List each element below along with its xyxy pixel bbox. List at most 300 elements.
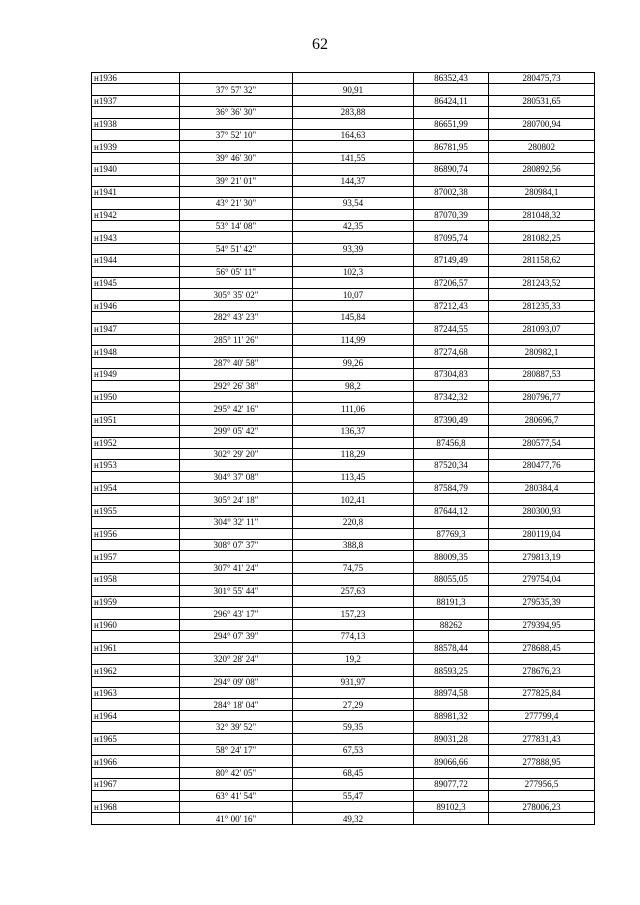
distance-cell: 141,55: [293, 152, 414, 163]
empty-cell: [293, 414, 414, 425]
empty-cell: [293, 232, 414, 243]
x-coordinate-cell: 87212,43: [414, 300, 489, 311]
x-coordinate-cell: 87070,39: [414, 209, 489, 220]
empty-cell: [293, 688, 414, 699]
distance-cell: 113,45: [293, 471, 414, 482]
direction-angle-cell: 282° 43' 23": [180, 312, 293, 323]
direction-angle-cell: 36° 36' 30": [180, 107, 293, 118]
x-coordinate-cell: 88593,25: [414, 665, 489, 676]
x-coordinate-cell: 88981,32: [414, 710, 489, 721]
y-coordinate-cell: 278688,45: [489, 642, 595, 653]
point-row: [92, 619, 595, 630]
segment-row: [92, 380, 595, 391]
empty-cell: [414, 312, 489, 323]
point-row: [92, 118, 595, 129]
point-name-cell: н1946: [92, 300, 180, 311]
x-coordinate-cell: 88262: [414, 619, 489, 630]
direction-angle-cell: 308° 07' 37": [180, 540, 293, 551]
empty-cell: [180, 164, 293, 175]
x-coordinate-cell: 86424,11: [414, 95, 489, 106]
point-name-cell: н1959: [92, 596, 180, 607]
empty-cell: [180, 596, 293, 607]
empty-cell: [489, 653, 595, 664]
x-coordinate-cell: 89077,72: [414, 779, 489, 790]
segment-row: [92, 334, 595, 345]
point-row: [92, 802, 595, 813]
empty-cell: [92, 562, 180, 573]
empty-cell: [414, 380, 489, 391]
direction-angle-cell: 53° 14' 08": [180, 221, 293, 232]
empty-cell: [489, 129, 595, 140]
point-row: [92, 688, 595, 699]
x-coordinate-cell: 89031,28: [414, 733, 489, 744]
empty-cell: [180, 300, 293, 311]
point-row: [92, 642, 595, 653]
point-row: [92, 665, 595, 676]
empty-cell: [489, 312, 595, 323]
empty-cell: [180, 278, 293, 289]
x-coordinate-cell: 87002,38: [414, 186, 489, 197]
empty-cell: [92, 608, 180, 619]
segment-row: [92, 448, 595, 459]
empty-cell: [489, 562, 595, 573]
empty-cell: [489, 608, 595, 619]
x-coordinate-cell: 87456,8: [414, 437, 489, 448]
empty-cell: [92, 517, 180, 528]
direction-angle-cell: 295° 42' 16": [180, 403, 293, 414]
x-coordinate-cell: 87584,79: [414, 483, 489, 494]
distance-cell: 19,2: [293, 653, 414, 664]
direction-angle-cell: 56° 05' 11": [180, 266, 293, 277]
x-coordinate-cell: 87644,12: [414, 505, 489, 516]
segment-row: [92, 471, 595, 482]
empty-cell: [92, 312, 180, 323]
empty-cell: [414, 198, 489, 209]
point-name-cell: н1961: [92, 642, 180, 653]
empty-cell: [92, 403, 180, 414]
direction-angle-cell: 304° 37' 08": [180, 471, 293, 482]
empty-cell: [414, 221, 489, 232]
empty-cell: [180, 95, 293, 106]
y-coordinate-cell: 281158,62: [489, 255, 595, 266]
segment-row: [92, 562, 595, 573]
direction-angle-cell: 320° 28' 24": [180, 653, 293, 664]
segment-row: [92, 221, 595, 232]
segment-row: [92, 289, 595, 300]
empty-cell: [489, 84, 595, 95]
empty-cell: [489, 631, 595, 642]
empty-cell: [293, 596, 414, 607]
point-name-cell: н1949: [92, 369, 180, 380]
x-coordinate-cell: 86781,95: [414, 141, 489, 152]
point-name-cell: н1956: [92, 528, 180, 539]
empty-cell: [92, 745, 180, 756]
y-coordinate-cell: 280892,56: [489, 164, 595, 175]
segment-row: [92, 540, 595, 551]
empty-cell: [293, 255, 414, 266]
point-name-cell: н1955: [92, 505, 180, 516]
point-row: [92, 255, 595, 266]
distance-cell: 102,3: [293, 266, 414, 277]
empty-cell: [180, 779, 293, 790]
point-row: [92, 391, 595, 402]
empty-cell: [414, 471, 489, 482]
x-coordinate-cell: 87520,34: [414, 460, 489, 471]
empty-cell: [293, 619, 414, 630]
empty-cell: [92, 722, 180, 733]
empty-cell: [180, 186, 293, 197]
direction-angle-cell: 305° 24' 18": [180, 494, 293, 505]
empty-cell: [489, 175, 595, 186]
empty-cell: [414, 699, 489, 710]
x-coordinate-cell: 86890,74: [414, 164, 489, 175]
y-coordinate-cell: 280475,73: [489, 73, 595, 84]
y-coordinate-cell: 277825,84: [489, 688, 595, 699]
empty-cell: [180, 551, 293, 562]
empty-cell: [414, 745, 489, 756]
distance-cell: 55,47: [293, 790, 414, 801]
empty-cell: [180, 505, 293, 516]
empty-cell: [414, 585, 489, 596]
segment-row: [92, 84, 595, 95]
empty-cell: [489, 585, 595, 596]
segment-row: [92, 813, 595, 824]
empty-cell: [293, 528, 414, 539]
empty-cell: [293, 779, 414, 790]
x-coordinate-cell: 88009,35: [414, 551, 489, 562]
point-name-cell: н1957: [92, 551, 180, 562]
x-coordinate-cell: 87095,74: [414, 232, 489, 243]
point-row: [92, 551, 595, 562]
point-name-cell: н1967: [92, 779, 180, 790]
x-coordinate-cell: 87304,83: [414, 369, 489, 380]
point-row: [92, 346, 595, 357]
empty-cell: [293, 665, 414, 676]
empty-cell: [489, 813, 595, 824]
empty-cell: [414, 448, 489, 459]
empty-cell: [92, 380, 180, 391]
empty-cell: [92, 357, 180, 368]
empty-cell: [180, 255, 293, 266]
table-body: [92, 73, 595, 825]
point-name-cell: н1950: [92, 391, 180, 402]
y-coordinate-cell: 281235,33: [489, 300, 595, 311]
distance-cell: 931,97: [293, 676, 414, 687]
empty-cell: [92, 84, 180, 95]
distance-cell: 68,45: [293, 767, 414, 778]
empty-cell: [293, 369, 414, 380]
empty-cell: [293, 73, 414, 84]
empty-cell: [92, 585, 180, 596]
empty-cell: [180, 369, 293, 380]
y-coordinate-cell: 277831,43: [489, 733, 595, 744]
empty-cell: [414, 517, 489, 528]
y-coordinate-cell: 278006,23: [489, 802, 595, 813]
empty-cell: [489, 767, 595, 778]
point-name-cell: н1958: [92, 574, 180, 585]
y-coordinate-cell: 280984,1: [489, 186, 595, 197]
direction-angle-cell: 292° 26' 38": [180, 380, 293, 391]
direction-angle-cell: 307° 41' 24": [180, 562, 293, 573]
empty-cell: [92, 699, 180, 710]
point-row: [92, 209, 595, 220]
empty-cell: [180, 665, 293, 676]
distance-cell: 74,75: [293, 562, 414, 573]
empty-cell: [489, 198, 595, 209]
empty-cell: [180, 414, 293, 425]
segment-row: [92, 494, 595, 505]
segment-row: [92, 357, 595, 368]
empty-cell: [293, 95, 414, 106]
x-coordinate-cell: 89102,3: [414, 802, 489, 813]
distance-cell: 67,53: [293, 745, 414, 756]
empty-cell: [293, 551, 414, 562]
distance-cell: 283,88: [293, 107, 414, 118]
empty-cell: [92, 676, 180, 687]
distance-cell: 10,07: [293, 289, 414, 300]
empty-cell: [414, 653, 489, 664]
empty-cell: [489, 221, 595, 232]
direction-angle-cell: 54° 51' 42": [180, 243, 293, 254]
segment-row: [92, 426, 595, 437]
y-coordinate-cell: 280577,54: [489, 437, 595, 448]
segment-row: [92, 175, 595, 186]
point-name-cell: н1953: [92, 460, 180, 471]
segment-row: [92, 585, 595, 596]
direction-angle-cell: 294° 09' 08": [180, 676, 293, 687]
segment-row: [92, 312, 595, 323]
distance-cell: 136,37: [293, 426, 414, 437]
x-coordinate-cell: 89066,66: [414, 756, 489, 767]
point-name-cell: н1938: [92, 118, 180, 129]
point-row: [92, 596, 595, 607]
x-coordinate-cell: 86651,99: [414, 118, 489, 129]
y-coordinate-cell: 280982,1: [489, 346, 595, 357]
empty-cell: [489, 745, 595, 756]
distance-cell: 99,26: [293, 357, 414, 368]
direction-angle-cell: 63° 41' 54": [180, 790, 293, 801]
x-coordinate-cell: 87390,49: [414, 414, 489, 425]
empty-cell: [92, 221, 180, 232]
empty-cell: [180, 391, 293, 402]
distance-cell: 49,32: [293, 813, 414, 824]
empty-cell: [414, 631, 489, 642]
direction-angle-cell: 296° 43' 17": [180, 608, 293, 619]
point-name-cell: н1942: [92, 209, 180, 220]
point-row: [92, 528, 595, 539]
empty-cell: [180, 574, 293, 585]
direction-angle-cell: 39° 21' 01": [180, 175, 293, 186]
empty-cell: [293, 437, 414, 448]
segment-row: [92, 745, 595, 756]
empty-cell: [489, 676, 595, 687]
empty-cell: [489, 107, 595, 118]
y-coordinate-cell: 280696,7: [489, 414, 595, 425]
point-name-cell: н1936: [92, 73, 180, 84]
empty-cell: [489, 152, 595, 163]
distance-cell: 27,29: [293, 699, 414, 710]
empty-cell: [414, 129, 489, 140]
empty-cell: [489, 517, 595, 528]
segment-row: [92, 767, 595, 778]
direction-angle-cell: 287° 40' 58": [180, 357, 293, 368]
coordinates-table: [91, 72, 595, 825]
empty-cell: [180, 528, 293, 539]
empty-cell: [414, 676, 489, 687]
empty-cell: [293, 323, 414, 334]
empty-cell: [92, 653, 180, 664]
empty-cell: [180, 688, 293, 699]
y-coordinate-cell: 280477,76: [489, 460, 595, 471]
distance-cell: 220,8: [293, 517, 414, 528]
y-coordinate-cell: 280300,93: [489, 505, 595, 516]
empty-cell: [489, 722, 595, 733]
empty-cell: [180, 323, 293, 334]
empty-cell: [414, 722, 489, 733]
segment-row: [92, 198, 595, 209]
empty-cell: [489, 334, 595, 345]
empty-cell: [92, 152, 180, 163]
empty-cell: [293, 733, 414, 744]
empty-cell: [414, 266, 489, 277]
empty-cell: [414, 152, 489, 163]
empty-cell: [180, 756, 293, 767]
y-coordinate-cell: 278676,23: [489, 665, 595, 676]
direction-angle-cell: 305° 35' 02": [180, 289, 293, 300]
empty-cell: [489, 699, 595, 710]
x-coordinate-cell: 88055,05: [414, 574, 489, 585]
empty-cell: [414, 790, 489, 801]
distance-cell: 90,91: [293, 84, 414, 95]
empty-cell: [92, 631, 180, 642]
empty-cell: [414, 540, 489, 551]
segment-row: [92, 107, 595, 118]
empty-cell: [489, 380, 595, 391]
distance-cell: 164,63: [293, 129, 414, 140]
empty-cell: [489, 471, 595, 482]
distance-cell: 114,99: [293, 334, 414, 345]
point-row: [92, 505, 595, 516]
direction-angle-cell: 301° 55' 44": [180, 585, 293, 596]
empty-cell: [489, 540, 595, 551]
direction-angle-cell: 284° 18' 04": [180, 699, 293, 710]
x-coordinate-cell: 88578,44: [414, 642, 489, 653]
point-row: [92, 574, 595, 585]
empty-cell: [293, 164, 414, 175]
empty-cell: [293, 278, 414, 289]
empty-cell: [489, 494, 595, 505]
empty-cell: [293, 483, 414, 494]
distance-cell: 42,35: [293, 221, 414, 232]
empty-cell: [180, 642, 293, 653]
point-name-cell: н1948: [92, 346, 180, 357]
empty-cell: [414, 403, 489, 414]
y-coordinate-cell: 277888,95: [489, 756, 595, 767]
point-row: [92, 323, 595, 334]
empty-cell: [180, 733, 293, 744]
point-name-cell: н1963: [92, 688, 180, 699]
y-coordinate-cell: 280531,65: [489, 95, 595, 106]
empty-cell: [180, 73, 293, 84]
direction-angle-cell: 58° 24' 17": [180, 745, 293, 756]
empty-cell: [414, 608, 489, 619]
point-name-cell: н1960: [92, 619, 180, 630]
y-coordinate-cell: 281243,52: [489, 278, 595, 289]
distance-cell: 157,23: [293, 608, 414, 619]
segment-row: [92, 129, 595, 140]
empty-cell: [180, 141, 293, 152]
distance-cell: 93,54: [293, 198, 414, 209]
empty-cell: [92, 243, 180, 254]
point-row: [92, 141, 595, 152]
direction-angle-cell: 37° 57' 32": [180, 84, 293, 95]
empty-cell: [414, 334, 489, 345]
y-coordinate-cell: 277956,5: [489, 779, 595, 790]
page-number: 62: [312, 36, 328, 53]
y-coordinate-cell: 280700,94: [489, 118, 595, 129]
segment-row: [92, 243, 595, 254]
empty-cell: [293, 209, 414, 220]
distance-cell: 257,63: [293, 585, 414, 596]
x-coordinate-cell: 87244,55: [414, 323, 489, 334]
point-row: [92, 232, 595, 243]
direction-angle-cell: 41° 00' 16": [180, 813, 293, 824]
empty-cell: [414, 289, 489, 300]
point-name-cell: н1962: [92, 665, 180, 676]
y-coordinate-cell: 280887,53: [489, 369, 595, 380]
point-name-cell: н1941: [92, 186, 180, 197]
direction-angle-cell: 43° 21' 30": [180, 198, 293, 209]
empty-cell: [180, 209, 293, 220]
empty-cell: [180, 483, 293, 494]
empty-cell: [293, 756, 414, 767]
point-row: [92, 733, 595, 744]
empty-cell: [293, 505, 414, 516]
empty-cell: [92, 448, 180, 459]
point-row: [92, 95, 595, 106]
empty-cell: [92, 471, 180, 482]
empty-cell: [92, 790, 180, 801]
point-name-cell: н1954: [92, 483, 180, 494]
segment-row: [92, 790, 595, 801]
point-name-cell: н1939: [92, 141, 180, 152]
point-row: [92, 483, 595, 494]
x-coordinate-cell: 88191,3: [414, 596, 489, 607]
segment-row: [92, 676, 595, 687]
empty-cell: [414, 426, 489, 437]
point-row: [92, 710, 595, 721]
empty-cell: [293, 710, 414, 721]
empty-cell: [293, 574, 414, 585]
x-coordinate-cell: 86352,43: [414, 73, 489, 84]
segment-row: [92, 266, 595, 277]
y-coordinate-cell: 280119,04: [489, 528, 595, 539]
empty-cell: [92, 198, 180, 209]
segment-row: [92, 152, 595, 163]
direction-angle-cell: 304° 32' 11": [180, 517, 293, 528]
segment-row: [92, 722, 595, 733]
y-coordinate-cell: 279813,19: [489, 551, 595, 562]
y-coordinate-cell: 277799,4: [489, 710, 595, 721]
point-name-cell: н1951: [92, 414, 180, 425]
empty-cell: [414, 243, 489, 254]
point-row: [92, 437, 595, 448]
segment-row: [92, 517, 595, 528]
y-coordinate-cell: 281048,32: [489, 209, 595, 220]
empty-cell: [293, 346, 414, 357]
empty-cell: [489, 289, 595, 300]
distance-cell: 774,13: [293, 631, 414, 642]
